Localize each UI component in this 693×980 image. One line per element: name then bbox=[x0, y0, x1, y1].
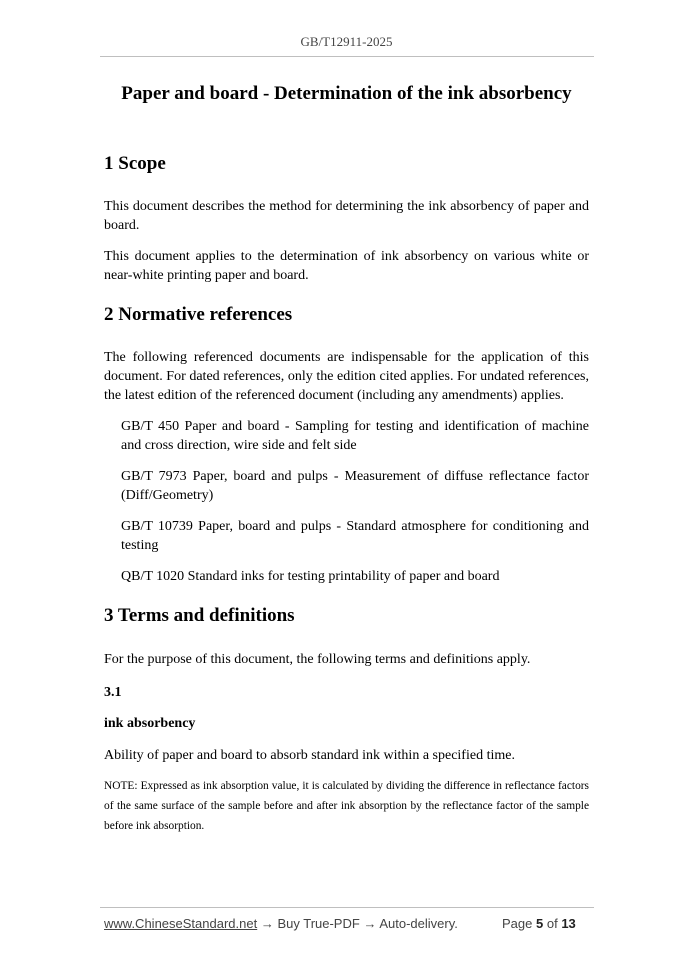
section-heading-terms-and-definitions: 3 Terms and definitions bbox=[104, 605, 295, 626]
section-heading-scope: 1 Scope bbox=[104, 153, 166, 174]
header-divider bbox=[100, 56, 594, 57]
reference-item: GB/T 450 Paper and board - Sampling for testing and identification of machine and cross direction, wire side and felt side bbox=[121, 419, 589, 453]
page-indicator bbox=[502, 916, 576, 931]
delivery-text: Auto-delivery. bbox=[379, 916, 458, 931]
clause-number: 3.1 bbox=[104, 685, 122, 700]
of-label: of bbox=[546, 916, 558, 931]
page-label: Page bbox=[502, 916, 533, 931]
header-doc-code: GB/T12911-2025 bbox=[300, 34, 393, 49]
reference-item: GB/T 7973 Paper, board and pulps - Measurement of diffuse reflectance factor (Diff/Geometry) bbox=[121, 469, 589, 503]
reference-item: GB/T 10739 Paper, board and pulps - Standard atmosphere for conditioning and testing bbox=[121, 519, 589, 553]
footer-promo bbox=[104, 916, 458, 931]
reference-item: QB/T 1020 Standard inks for testing printability of paper and board bbox=[121, 569, 500, 584]
site-link[interactable]: www.ChineseStandard.net bbox=[104, 916, 258, 931]
terms-intro-paragraph: For the purpose of this document, the following terms and definitions apply. bbox=[104, 652, 531, 667]
buy-pdf-text: Buy True-PDF bbox=[277, 916, 360, 931]
term-note: NOTE: Expressed as ink absorption value, it is calculated by dividing the difference in reflectance factors of the same surface of the sample before and after ink absorption by the reflectance factor of the sample before ink absorption. bbox=[104, 780, 589, 832]
scope-paragraph-1: This document describes the method for determining the ink absorbency of paper and board. bbox=[104, 199, 589, 233]
arrow-right-icon: → bbox=[260, 916, 274, 931]
total-pages-number: 13 bbox=[561, 916, 576, 931]
section-heading-normative-references: 2 Normative references bbox=[104, 304, 293, 325]
normative-intro-paragraph: The following referenced documents are indispensable for the application of this document. For dated references, only the edition cited applies. For undated references, the latest edition of the referenced document (including any amendments) applies. bbox=[104, 350, 589, 403]
term-name: ink absorbency bbox=[104, 716, 196, 731]
arrow-right-icon: → bbox=[363, 916, 377, 931]
footer-divider bbox=[100, 907, 594, 908]
term-definition: Ability of paper and board to absorb standard ink within a specified time. bbox=[104, 748, 515, 763]
current-page-number: 5 bbox=[536, 916, 544, 931]
scope-paragraph-2: This document applies to the determination of ink absorbency on various white or near-white printing paper and board. bbox=[104, 249, 589, 283]
document-title: Paper and board - Determination of the ink absorbency bbox=[121, 83, 572, 104]
